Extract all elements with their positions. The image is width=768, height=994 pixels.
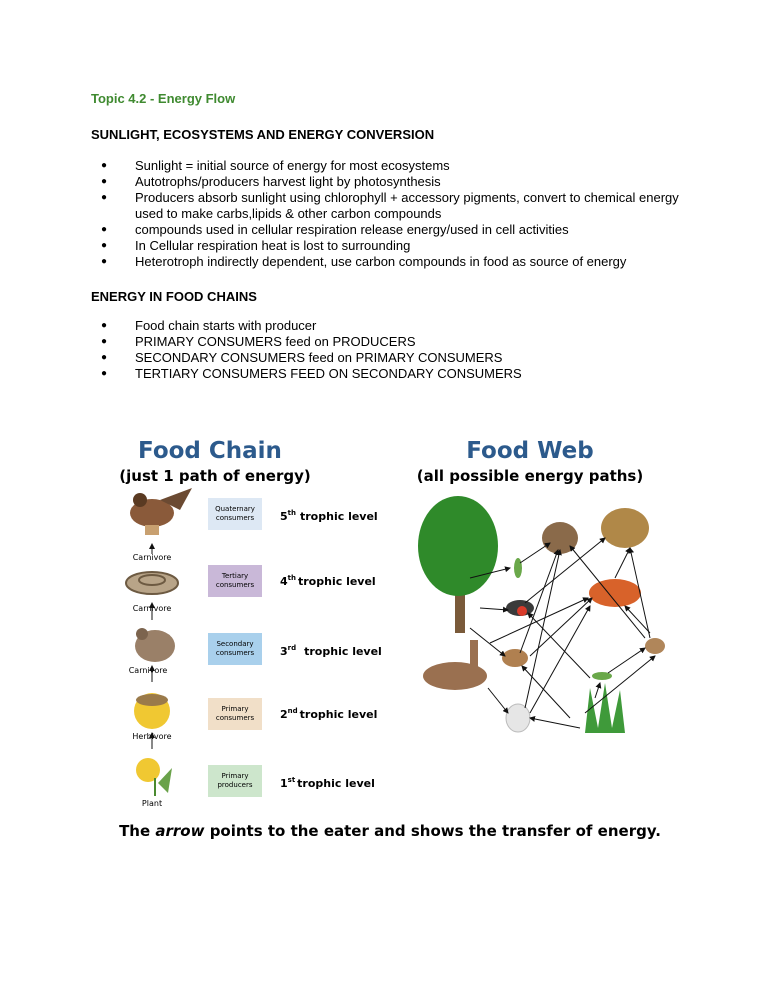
mouse-icon [135,628,175,662]
level-box-label: Primary consumers [215,705,255,722]
section-heading-energy-conversion: SUNLIGHT, ECOSYSTEMS AND ENERGY CONVERSION [91,127,435,142]
figure-caption: The arrow points to the eater and shows the transfer of energy. [119,822,661,840]
tree-icon [418,496,498,633]
snake-icon [126,572,178,594]
food-web-diagram [418,496,665,733]
fox-icon [589,579,641,607]
level-box-label: Secondary consumers [215,640,255,657]
list-item: ● Producers absorb sunlight using chlorophyll + accessory pigments, convert to chemical energy used to make carbs,lipids & other carbon compounds [91,190,691,222]
list-item: ● PRIMARY CONSUMERS feed on PRODUCERS [91,334,691,350]
mouse-icon [645,638,665,654]
food-web-subtitle: (all possible energy paths) [416,467,644,485]
trophic-level-4: 4th trophic level [280,574,376,588]
eagle-icon [601,508,649,548]
section-heading-food-chains: ENERGY IN FOOD CHAINS [91,289,257,304]
level-box-label: Tertiary consumers [215,572,255,589]
grasshopper-flower-icon [134,693,170,729]
list-item: ● compounds used in cellular respiration release energy/used in cell activities [91,222,691,238]
list-item: ● SECONDARY CONSUMERS feed on PRIMARY CONSUMERS [91,350,691,366]
food-chain-title: Food Chain [138,438,282,464]
grasshopper-icon [592,672,612,680]
organism-label: Carnivore [128,666,168,675]
list-item: ● Heterotroph indirectly dependent, use carbon compounds in food as source of energy [91,254,691,270]
food-web-title: Food Web [466,438,594,464]
food-chain-list [91,318,691,382]
topic-title: Topic 4.2 - Energy Flow [91,91,236,106]
level-box-label: Quaternary consumers [215,505,255,522]
list-item: ● Autotrophs/producers harvest light by photosynthesis [91,174,691,190]
organism-label: Carnivore [132,604,172,613]
trophic-level-3: 3rd trophic level [280,644,382,658]
trophic-level-2: 2nd trophic level [280,707,378,721]
list-item: ● Food chain starts with producer [91,318,691,334]
trophic-level-1: 1st trophic level [280,776,375,790]
list-item: ● TERTIARY CONSUMERS FEED ON SECONDARY CONSUMERS [91,366,691,382]
plant-icon [136,758,172,796]
food-chain-subtitle: (just 1 path of energy) [119,467,311,485]
list-item: ● Sunlight = initial source of energy for most ecosystems [91,158,691,174]
organism-label: Plant [141,799,163,808]
trophic-level-5: 5th trophic level [280,509,378,523]
deer-icon [423,640,487,690]
chipmunk-icon [502,649,528,667]
energy-conversion-list [91,158,691,270]
hawk-icon [130,488,192,535]
rabbit-icon [506,704,530,732]
organism-label: Herbivore [132,732,172,741]
organism-label: Carnivore [132,553,172,562]
food-chain-web-figure [110,428,670,848]
level-box-label: Primary producers [217,772,253,789]
insect-icon [514,558,522,578]
bird-icon [506,600,534,616]
list-item: ● In Cellular respiration heat is lost to surrounding [91,238,691,254]
